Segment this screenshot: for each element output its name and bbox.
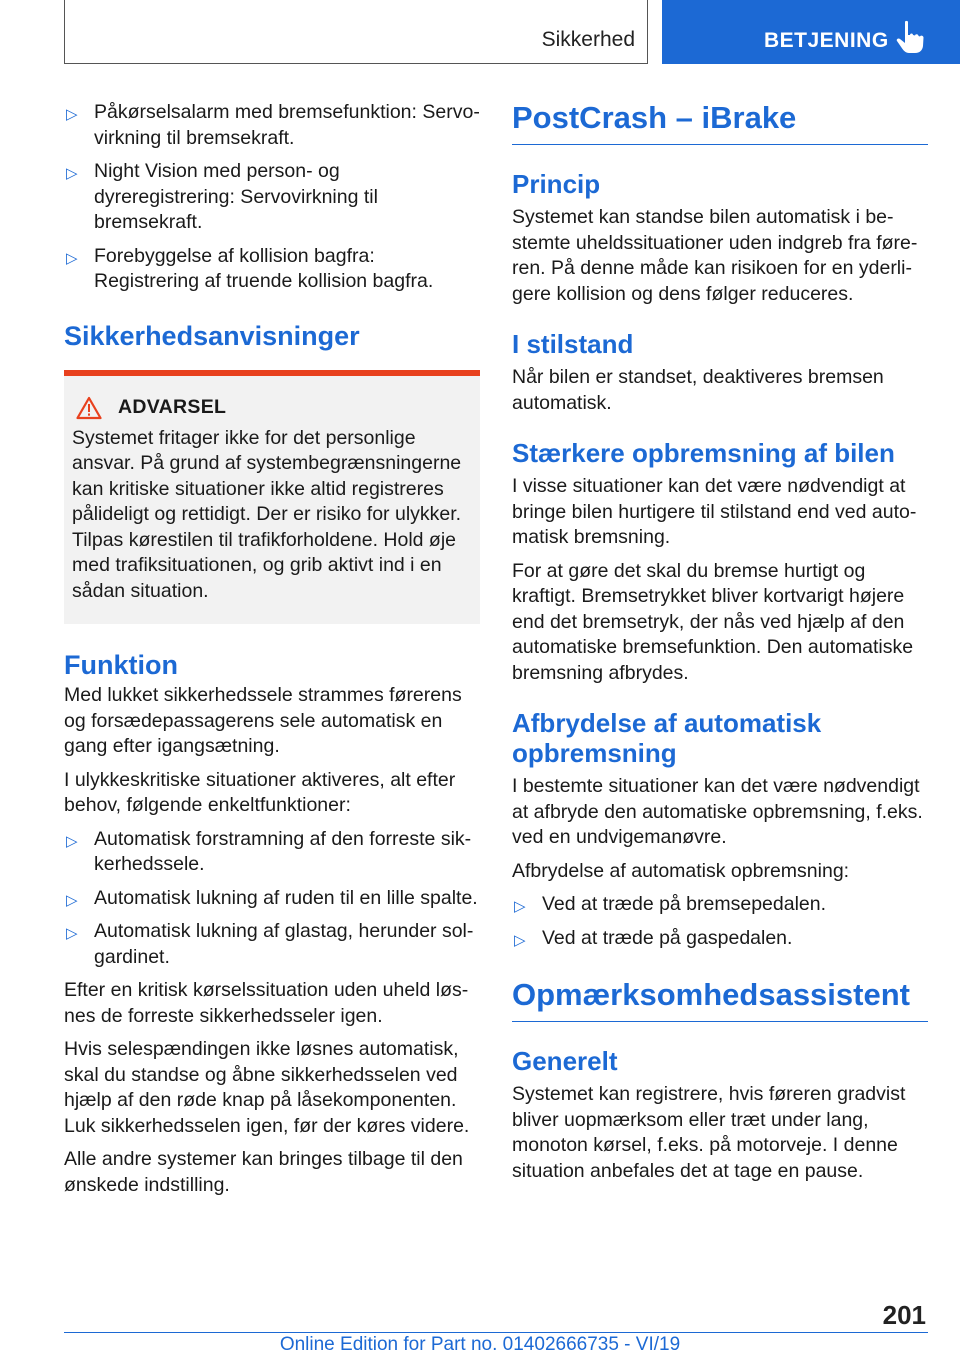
triangle-bullet-icon: ▷ [66, 165, 78, 182]
list-item: ▷ Ved at træde på gaspedalen. [512, 926, 928, 952]
warning-title: ADVARSEL [118, 396, 227, 418]
triangle-bullet-icon: ▷ [66, 891, 78, 909]
function-paragraph: Med lukket sikkerhedssele strammes førerens og forsædepassagerens sele automatisk en gang efter igangsætning. [64, 684, 462, 757]
function-list [64, 827, 480, 971]
generelt-heading: Generelt [512, 1046, 618, 1076]
header-section-box [64, 0, 648, 64]
afbrydelse-list [512, 892, 928, 951]
footer-edition[interactable]: Online Edition for Part no. 01402666735 - VI/19 [279, 1334, 681, 1355]
header-chapter-label: BETJENING [764, 29, 889, 52]
right-column [512, 100, 928, 1192]
stilstand-heading: I stilstand [512, 329, 634, 359]
list-item: ▷ Forebyggelse af kollision bagfra: Registrering af truende kollision bagfra. [66, 244, 434, 292]
list-item: ▷ Automatisk forstramning af den forreste sikkerhedssele. [66, 827, 472, 875]
triangle-bullet-icon: ▷ [66, 249, 78, 267]
triangle-bullet-icon: ▷ [514, 898, 526, 915]
function-paragraph: Efter en kritisk kørselssituation uden uheld løsnes de forreste sikkerhedsseler igen. [64, 979, 469, 1027]
warning-text: Systemet fritager ikke for det personlige ansvar. På grund af systembegrænsningerne kan kritiske situationer ikke altid registreres pålideligt og rettidigt. Der er risiko for ulykker. Tilpas kørestilen til trafikforholdene. Hold øje med trafiksituationen, og grib aktivt ind i en sådan situation. [72, 426, 462, 602]
stilstand-text: Når bilen er standset, deaktiveres bremsen automatisk. [512, 366, 884, 414]
staerkere-paragraph: I visse situationer kan det være nødvendigt at bringe bilen hurtigere til stilstand end ved automatisk bremsning. [512, 475, 917, 548]
left-column [64, 100, 480, 1206]
afbrydelse-paragraph: Afbrydelse af automatisk opbremsning: [512, 859, 850, 882]
princip-text: Systemet kan standse bilen automatisk i bestemte uheldssituationer uden indgreb fra føreren. På denne måde kan risikoen for en yderligere kollision og dens følger reduceres. [512, 206, 918, 305]
list-item: ▷ Night Vision med person- og dyreregistrering: Servovirkning til bremsekraft. [66, 160, 378, 233]
staerkere-heading: Stærkere opbremsning af bilen [512, 438, 895, 468]
pointing-hand-icon [896, 20, 924, 54]
triangle-bullet-icon: ▷ [66, 106, 78, 123]
list-item: ▷ Automatisk lukning af glastag, herunder solgardinet. [66, 920, 474, 968]
afbrydelse-paragraph: I bestemte situationer kan det være nødvendigt at afbryde den automatiske opbremsning, f.eks. ved en undvigemanøvre. [512, 775, 923, 848]
function-paragraph: Alle andre systemer kan bringes tilbage til den ønskede indstilling. [64, 1148, 463, 1196]
triangle-bullet-icon: ▷ [66, 925, 78, 942]
triangle-bullet-icon: ▷ [66, 832, 78, 850]
princip-heading: Princip [512, 169, 601, 199]
warning-triangle-icon [76, 396, 102, 420]
list-item: ▷ Automatisk lukning af ruden til en lille spalte. [64, 886, 480, 912]
chapter-heading-postcrash: PostCrash – iBrake [512, 100, 928, 145]
list-item: ▷ Ved at træde på bremsepedalen. [512, 892, 928, 918]
staerkere-paragraph: For at gøre det skal du bremse hurtigt og kraftigt. Bremsetrykket bliver kortvarigt højere end det bremsetryk, der nås ved hjælp af den automatiske bremsefunktion. Den automatiske bremsning afbrydes. [512, 559, 914, 684]
warning-header [72, 396, 472, 420]
chapter-heading-attention: Opmærksomhedsassistent [512, 977, 928, 1022]
warning-box [64, 370, 480, 625]
function-heading: Funktion [64, 650, 178, 680]
list-item: ▷ Påkørselsalarm med bremsefunktion: Servovirkning til bremsekraft. [66, 101, 480, 149]
afbrydelse-heading: Afbrydelse af automatisk opbremsning [512, 708, 822, 768]
header-chapter-tab[interactable] [662, 0, 960, 64]
page-number: 201 [882, 1300, 926, 1330]
header-section-title: Sikkerhed [541, 28, 635, 51]
function-paragraph: Hvis selespændingen ikke løsnes automatisk, skal du standse og åbne sikkerhedsselen ved hjælp af den røde knap på låsekomponenten. Luk sikkerhedsselen igen, før der køres videre. [64, 1038, 470, 1137]
assist-function-list [64, 100, 480, 295]
footer-divider [64, 1332, 928, 1333]
function-paragraph: I ulykkeskritiske situationer aktiveres, alt efter behov, følgende enkeltfunktioner: [64, 768, 456, 816]
safety-heading: Sikkerhedsanvisninger [64, 320, 360, 351]
triangle-bullet-icon: ▷ [514, 931, 526, 949]
generelt-text: Systemet kan registrere, hvis føreren gradvist bliver uopmærksom eller træt under lang, monoton kørsel, f.eks. på motorveje. I denne situation anbefales det at tage en pause. [512, 1083, 906, 1182]
